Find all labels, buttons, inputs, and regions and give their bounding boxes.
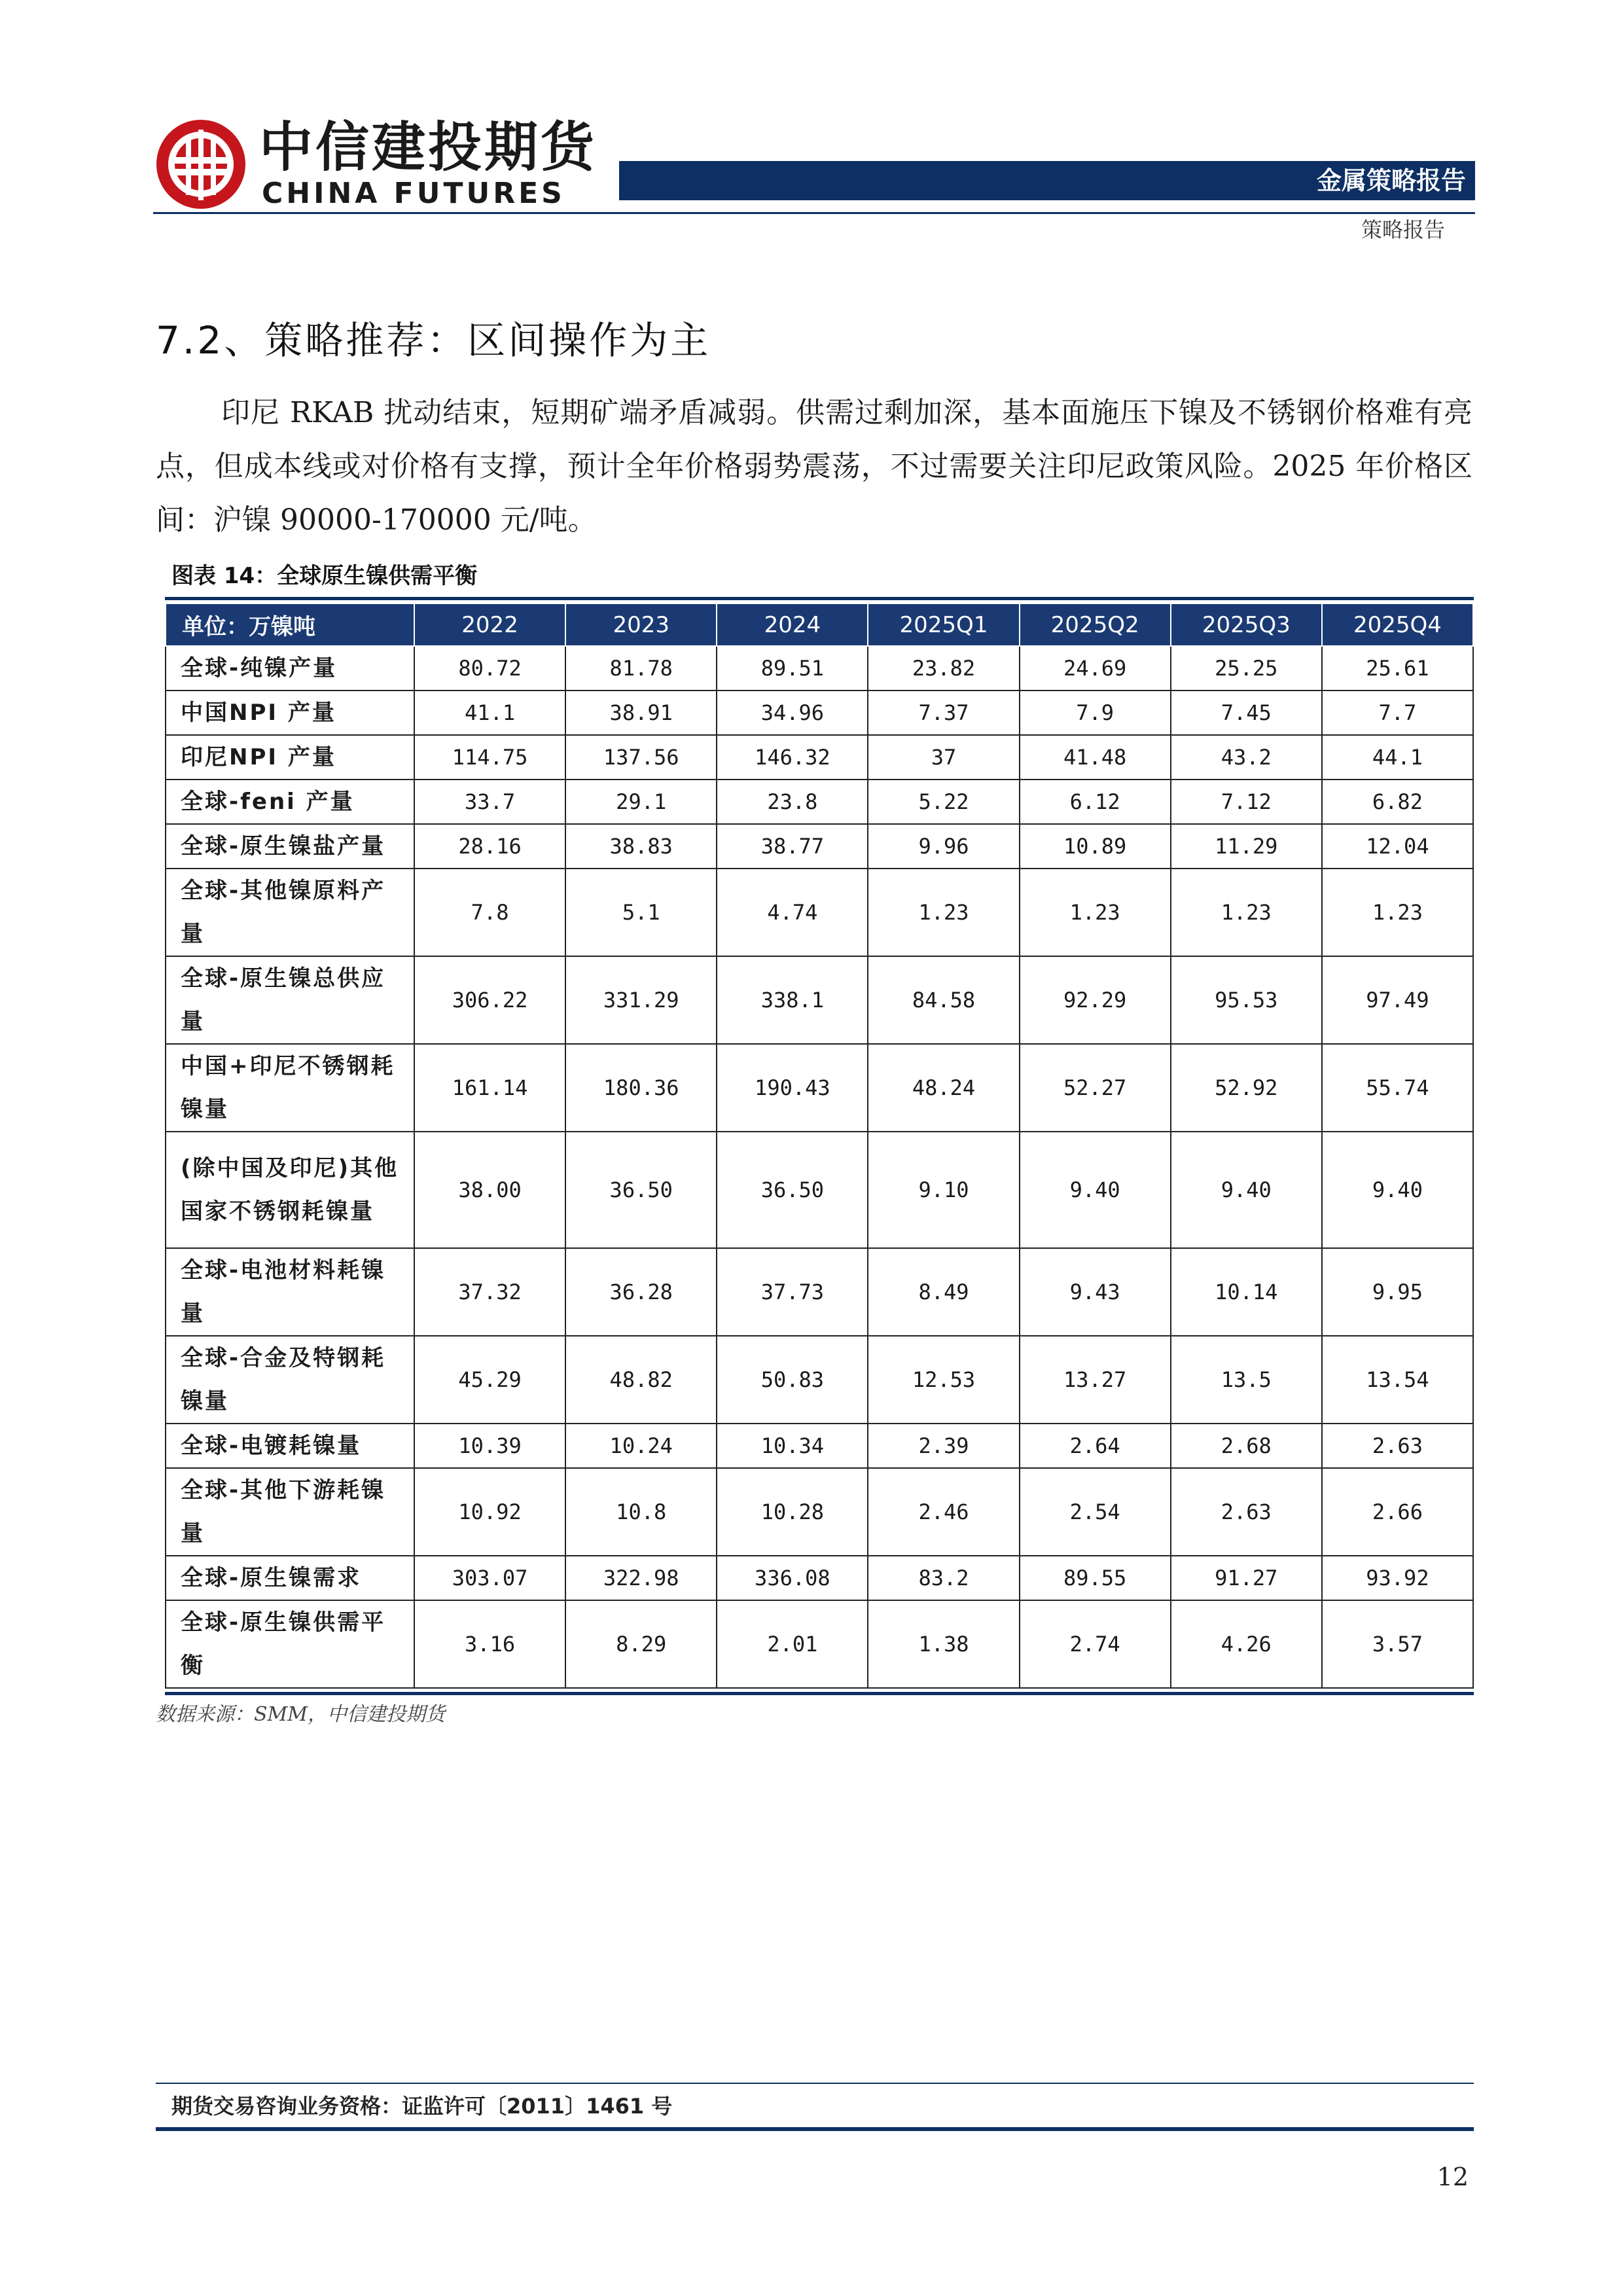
table-cell: 1.23 <box>1171 869 1322 956</box>
table-cell: 38.83 <box>565 824 717 869</box>
table-row <box>166 869 1473 956</box>
table-row <box>166 646 1473 691</box>
table-cell: 338.1 <box>717 956 868 1044</box>
table-cell: 10.28 <box>717 1468 868 1556</box>
table-cell: 37.73 <box>717 1248 868 1336</box>
table-row <box>166 1132 1473 1248</box>
table-cell: 92.29 <box>1020 956 1171 1044</box>
table-cell: 83.2 <box>868 1556 1019 1600</box>
table-cell: 137.56 <box>565 735 717 780</box>
row-label: (除中国及印尼)其他国家不锈钢耗镍量 <box>166 1132 414 1248</box>
row-label: 全球-电池材料耗镍量 <box>166 1248 414 1336</box>
row-label: 全球-原生镍盐产量 <box>166 824 414 869</box>
table-cell: 10.39 <box>414 1424 565 1468</box>
table-cell: 2.64 <box>1020 1424 1171 1468</box>
table-cell: 2.46 <box>868 1468 1019 1556</box>
column-header: 2025Q2 <box>1020 603 1171 646</box>
report-type-label: 金属策略报告 <box>1316 166 1466 195</box>
row-label: 全球-其他下游耗镍量 <box>166 1468 414 1556</box>
table-cell: 331.29 <box>565 956 717 1044</box>
data-source-note: 数据来源：SMM，中信建投期货 <box>156 1703 445 1726</box>
page-number: 12 <box>1436 2162 1469 2191</box>
row-label: 全球-原生镍供需平衡 <box>166 1600 414 1688</box>
table-cell: 7.45 <box>1171 691 1322 735</box>
table-cell: 36.28 <box>565 1248 717 1336</box>
table-cell: 48.82 <box>565 1336 717 1424</box>
table-cell: 44.1 <box>1322 735 1473 780</box>
row-label: 中国+印尼不锈钢耗镍量 <box>166 1044 414 1132</box>
column-header: 2024 <box>717 603 868 646</box>
table-cell: 38.77 <box>717 824 868 869</box>
table-cell: 7.37 <box>868 691 1019 735</box>
report-sub-label: 策略报告 <box>1361 217 1445 242</box>
table-cell: 89.55 <box>1020 1556 1171 1600</box>
table-cell: 37 <box>868 735 1019 780</box>
table-cell: 24.69 <box>1020 646 1171 691</box>
section-paragraph: 印尼 RKAB 扰动结束，短期矿端矛盾减弱。供需过剩加深，基本面施压下镍及不锈钢价格难有亮点，但成本线或对价格有支撑，预计全年价格弱势震荡，不过需要关注印尼政策风险。2025 年价格区间：沪镍 90000-170000 元/吨。 <box>156 396 1472 537</box>
table-cell: 52.92 <box>1171 1044 1322 1132</box>
table-header-row <box>166 603 1473 646</box>
table-cell: 93.92 <box>1322 1556 1473 1600</box>
table-cell: 8.49 <box>868 1248 1019 1336</box>
table-cell: 41.1 <box>414 691 565 735</box>
row-label: 全球-合金及特钢耗镍量 <box>166 1336 414 1424</box>
table-cell: 23.8 <box>717 780 868 824</box>
table-cell: 13.27 <box>1020 1336 1171 1424</box>
table-cell: 97.49 <box>1322 956 1473 1044</box>
table-cell: 4.74 <box>717 869 868 956</box>
table-cell: 89.51 <box>717 646 868 691</box>
table-cell: 50.83 <box>717 1336 868 1424</box>
table-cell: 7.7 <box>1322 691 1473 735</box>
row-label: 全球-原生镍总供应量 <box>166 956 414 1044</box>
table-cell: 1.23 <box>868 869 1019 956</box>
table-row <box>166 1556 1473 1600</box>
table-row <box>166 691 1473 735</box>
table-cell: 36.50 <box>717 1132 868 1248</box>
table-cell: 2.01 <box>717 1600 868 1688</box>
nickel-balance-table <box>165 603 1474 1689</box>
table-cell: 10.24 <box>565 1424 717 1468</box>
table-cell: 2.54 <box>1020 1468 1171 1556</box>
table-row <box>166 824 1473 869</box>
table-cell: 3.57 <box>1322 1600 1473 1688</box>
table-cell: 41.48 <box>1020 735 1171 780</box>
table-cell: 95.53 <box>1171 956 1322 1044</box>
table-cell: 38.00 <box>414 1132 565 1248</box>
table-cell: 52.27 <box>1020 1044 1171 1132</box>
section-title: 7.2、策略推荐：区间操作为主 <box>156 318 711 363</box>
table-cell: 81.78 <box>565 646 717 691</box>
table-cell: 7.8 <box>414 869 565 956</box>
column-header: 单位：万镍吨 <box>166 603 414 646</box>
table-cell: 29.1 <box>565 780 717 824</box>
table-cell: 7.12 <box>1171 780 1322 824</box>
table-cell: 12.04 <box>1322 824 1473 869</box>
table-cell: 303.07 <box>414 1556 565 1600</box>
row-label: 全球-feni 产量 <box>166 780 414 824</box>
table-cell: 146.32 <box>717 735 868 780</box>
table-cell: 4.26 <box>1171 1600 1322 1688</box>
table-cell: 180.36 <box>565 1044 717 1132</box>
footer-divider-thin <box>156 2083 1474 2084</box>
table-cell: 55.74 <box>1322 1044 1473 1132</box>
table-row <box>166 1336 1473 1424</box>
table-row <box>166 1248 1473 1336</box>
column-header: 2025Q3 <box>1171 603 1322 646</box>
table-cell: 37.32 <box>414 1248 565 1336</box>
table-cell: 13.5 <box>1171 1336 1322 1424</box>
table-cell: 36.50 <box>565 1132 717 1248</box>
table-cell: 91.27 <box>1171 1556 1322 1600</box>
table-cell: 33.7 <box>414 780 565 824</box>
brand-name-cn: 中信建投期货 <box>259 117 597 179</box>
license-statement: 期货交易咨询业务资格：证监许可〔2011〕1461 号 <box>171 2094 673 2119</box>
table-cell: 306.22 <box>414 956 565 1044</box>
china-futures-logo-icon <box>153 117 249 212</box>
table-cell: 6.82 <box>1322 780 1473 824</box>
table-cell: 10.34 <box>717 1424 868 1468</box>
table-cell: 1.38 <box>868 1600 1019 1688</box>
table-cell: 10.14 <box>1171 1248 1322 1336</box>
table-top-rule <box>165 597 1474 600</box>
table-row <box>166 956 1473 1044</box>
column-header: 2025Q4 <box>1322 603 1473 646</box>
table-row <box>166 735 1473 780</box>
table-cell: 322.98 <box>565 1556 717 1600</box>
table-row <box>166 780 1473 824</box>
table-cell: 38.91 <box>565 691 717 735</box>
table-cell: 8.29 <box>565 1600 717 1688</box>
row-label: 全球-原生镍需求 <box>166 1556 414 1600</box>
table-cell: 1.23 <box>1322 869 1473 956</box>
table-cell: 2.66 <box>1322 1468 1473 1556</box>
table-cell: 1.23 <box>1020 869 1171 956</box>
table-cell: 23.82 <box>868 646 1019 691</box>
table-cell: 5.22 <box>868 780 1019 824</box>
table-row <box>166 1600 1473 1688</box>
row-label: 全球-电镀耗镍量 <box>166 1424 414 1468</box>
table-cell: 336.08 <box>717 1556 868 1600</box>
header-divider <box>153 212 1475 214</box>
table-cell: 84.58 <box>868 956 1019 1044</box>
table-row <box>166 1468 1473 1556</box>
column-header: 2023 <box>565 603 717 646</box>
table-row <box>166 1044 1473 1132</box>
table-cell: 43.2 <box>1171 735 1322 780</box>
table-cell: 34.96 <box>717 691 868 735</box>
table-cell: 190.43 <box>717 1044 868 1132</box>
table-row <box>166 1424 1473 1468</box>
table-cell: 10.8 <box>565 1468 717 1556</box>
table-cell: 11.29 <box>1171 824 1322 869</box>
table-cell: 161.14 <box>414 1044 565 1132</box>
figure-title: 图表 14：全球原生镍供需平衡 <box>171 563 478 589</box>
table-cell: 2.63 <box>1322 1424 1473 1468</box>
table-bottom-rule <box>165 1692 1474 1695</box>
table-cell: 9.40 <box>1020 1132 1171 1248</box>
row-label: 印尼NPI 产量 <box>166 735 414 780</box>
table-cell: 48.24 <box>868 1044 1019 1132</box>
footer-divider-thick <box>156 2127 1474 2131</box>
table-cell: 10.92 <box>414 1468 565 1556</box>
row-label: 全球-纯镍产量 <box>166 646 414 691</box>
table-cell: 10.89 <box>1020 824 1171 869</box>
table-cell: 9.43 <box>1020 1248 1171 1336</box>
table-cell: 25.25 <box>1171 646 1322 691</box>
table-cell: 25.61 <box>1322 646 1473 691</box>
table-cell: 45.29 <box>414 1336 565 1424</box>
table-cell: 9.40 <box>1322 1132 1473 1248</box>
table-cell: 28.16 <box>414 824 565 869</box>
table-cell: 9.96 <box>868 824 1019 869</box>
column-header: 2022 <box>414 603 565 646</box>
table-cell: 13.54 <box>1322 1336 1473 1424</box>
table-cell: 12.53 <box>868 1336 1019 1424</box>
row-label: 中国NPI 产量 <box>166 691 414 735</box>
table-cell: 2.74 <box>1020 1600 1171 1688</box>
table-cell: 2.63 <box>1171 1468 1322 1556</box>
table-cell: 114.75 <box>414 735 565 780</box>
table-cell: 9.40 <box>1171 1132 1322 1248</box>
table-cell: 3.16 <box>414 1600 565 1688</box>
table-cell: 7.9 <box>1020 691 1171 735</box>
row-label: 全球-其他镍原料产量 <box>166 869 414 956</box>
table-cell: 9.95 <box>1322 1248 1473 1336</box>
table-cell: 6.12 <box>1020 780 1171 824</box>
table-cell: 2.68 <box>1171 1424 1322 1468</box>
report-type-banner <box>619 161 1475 200</box>
table-cell: 80.72 <box>414 646 565 691</box>
table-cell: 5.1 <box>565 869 717 956</box>
table-cell: 9.10 <box>868 1132 1019 1248</box>
column-header: 2025Q1 <box>868 603 1019 646</box>
table-cell: 2.39 <box>868 1424 1019 1468</box>
brand-name-en: CHINA FUTURES <box>262 177 565 210</box>
